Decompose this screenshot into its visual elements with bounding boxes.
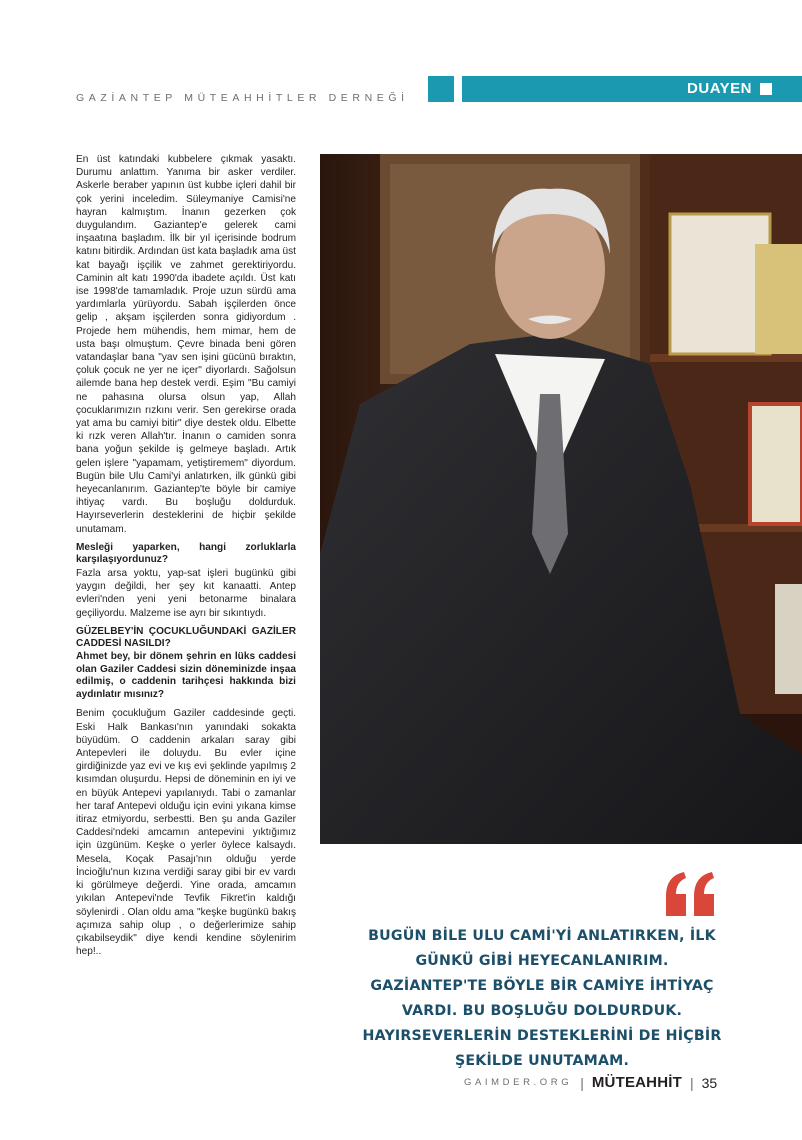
header-organization: GAZİANTEP MÜTEAHHİTLER DERNEĞİ [76, 92, 409, 104]
page-footer [464, 1074, 717, 1091]
footer-website[interactable]: GAIMDER.ORG [464, 1077, 573, 1088]
article-paragraph: En üst katındaki kubbelere çıkmak yasaktı. Durumu anlattım. Yanıma bir asker verdiler. Askerle beraber yapının üst kubbe içleri dahil bir çok yerini inceledim. Süleymaniye Camisi'ne hayran kalmıştım. İnanın gezerken çok duygulandım. Gaziantep'e gelerek cami inşaatına başladım. İlk bir yıl içerisinde bodrum katını bitirdik. Ardından üst kata başladık ama üst kat bayağı işçilik ve zahmet gerektiriyordu. Caminin alt katı 1990'da ibadete açıldı. Üst katı ise 1998'de tamamladık. Proje uzun sürdü ama yardımlarla yürüyordu. Sabah işçilerden önce gelip , akşam işçilerden sonra gidiyordum . Projede hem mühendis, hem mimar, hem de usta başı olmuştum. Çevre binada beni gören vatandaşlar bana "yav sen işini gücünü bıraktın, çoluk çocuk ne yer ne içer" diyorlardı. Sağolsun ailemde bana hep destek verdi. Eşim "Bu camiyi ne pahasına olursa olsun yap, Allah çocuklarımızın rızkını verir. Sen gerekirse orada yat ama bu camiyi bitir" diye destek oldu. Elbette ki rızk veren Allah'tır. İnanın o camiden sonra bana yoğun şekilde iş gelmeye başladı. Artık gelen işlere "yapamam, yetiştiremem" diyordum. Bugün bile Ulu Cami'yi anlatırken, ilk günkü gibi heyecanlanırım. Gaziantep'te böyle bir camiye ihtiyaç vardı. Bu boşluğu doldurduk. Hayırseverlerin desteklerini de hiçbir şekilde unutamam. [76, 154, 296, 535]
pull-quote: BUGÜN BİLE ULU CAMİ'Yİ ANLATIRKEN, İLK GÜNKÜ GİBİ HEYECANLANIRIM. GAZİANTEP'TE BÖYLE BİR CAMİYE İHTİYAÇ VARDI. BU BOŞLUĞU DOLDURDUK. HAYIRSEVERLERİN DESTEKLERİNİ DE HİÇBİR ŞEKİLDE UNUTAMAM. [362, 928, 722, 1069]
article-paragraph: Fazla arsa yoktu, yap-sat işleri bugünkü gibi yaygın değildi, her şey kıt kanaatti. Antep evleri'nden yeni yeni betonarme binalara geçiliyordu. Malzeme ise ayrı bir sıkıntıydı. [76, 568, 296, 619]
article-column [76, 153, 296, 964]
page-number: 35 [701, 1074, 718, 1091]
interview-heading: GÜZELBEY'İN ÇOCUKLUĞUNDAKİ GAZİLER CADDESİ NASILDI? [76, 625, 296, 650]
portrait-photo [320, 154, 802, 844]
header-section-bar [462, 76, 802, 102]
interview-question: Mesleği yaparken, hangi zorluklarla karşılaşıyordunuz? [76, 541, 296, 566]
portrait-illustration [320, 154, 802, 844]
interview-question: Ahmet bey, bir dönem şehrin en lüks caddesi olan Gaziler Caddesi sizin döneminizde inşaa edilmiş, o caddenin tarihçesi hakkında bizi aydınlatır mısınız? [76, 651, 296, 700]
header-accent-block [428, 76, 454, 102]
footer-brand-logo: MÜTEAHHİT [591, 1074, 682, 1091]
section-label [687, 80, 772, 97]
article-paragraph: Benim çocukluğum Gaziler caddesinde geçti. Eski Halk Bankası'nın yanındaki sokakta büyüdüm. O caddenin arkaları saray gibi Antepevleri ile doluydu. Bu evler içine girdiğinizde yaz evi ve kış evi şeklinde yapılmış 2 kısımdan oluşurdu. Hepsi de döneminin en iyi ve en büyük Antepevi yapılanıydı. Tabi o zamanlar her taraf Antepevi olduğu için evini yıkana kimse itiraz etmiyordu, serbestti. Ben şu anda Gaziler Caddesi'ndeki amcamın antepevini yıktığımız için üzgünüm. Keşke o yerler öylece kalsaydı. Mesela, Koçak Pasajı'nın olduğu yerde İncioğlu'nun kızına verdiği saray gibi bir ev vardı ki görülmeye değerdi. Yine orada, amcamın yıkılan Antepevi'nde Tevfik Fikret'in kaldığı söylenirdi . Olan oldu ama "keşke bugünkü bakış açımıza sahip olup , o değerlerimize sahip çıkabilseydik" diye kendi kendine söylenirim hep!.. [76, 708, 296, 958]
section-title: DUAYEN [687, 80, 752, 97]
quote-mark-icon [662, 870, 718, 918]
square-icon [760, 83, 772, 95]
footer-separator: | [580, 1074, 584, 1091]
footer-separator: | [689, 1074, 694, 1091]
